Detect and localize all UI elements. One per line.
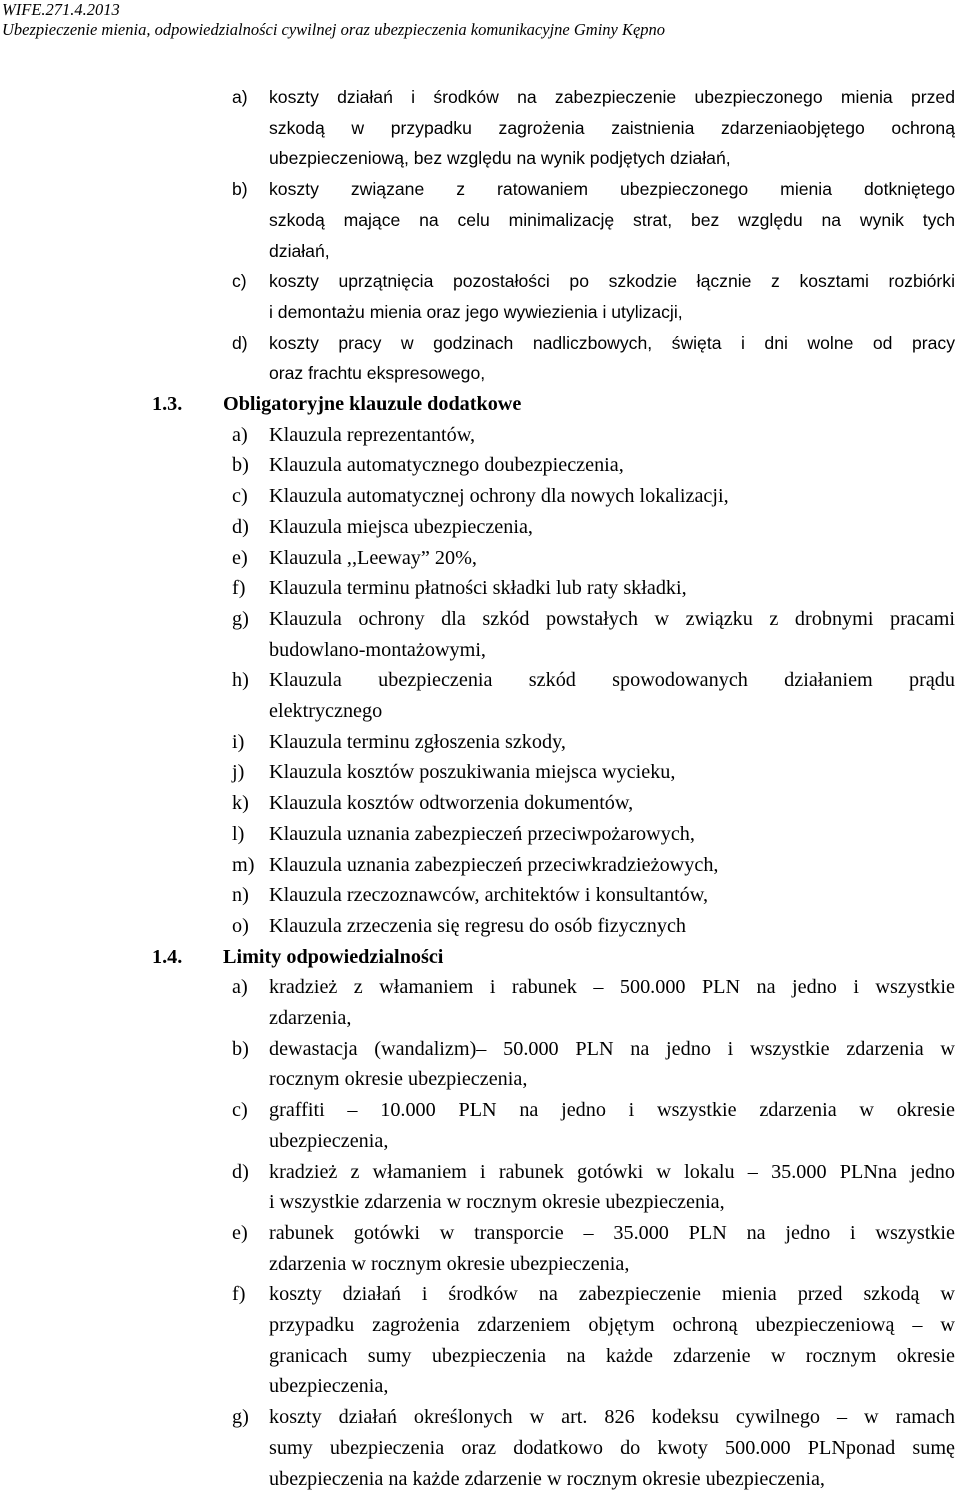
list-item-text: ubezpieczenia,	[269, 1375, 389, 1398]
list-item-text: przypadku zagrożenia zdarzeniem objętym ochroną ubezpieczeniową – w	[269, 1314, 955, 1336]
list-item-text: Klauzula ,,Leeway” 20%,	[269, 546, 477, 569]
list-item-label: f)	[232, 577, 246, 600]
list-item-text: koszty związane z ratowaniem ubezpieczonego mienia dotkniętego	[269, 179, 955, 200]
list-item-label: g)	[232, 607, 249, 630]
list-item-text: Klauzula zrzeczenia się regresu do osób fizycznych	[269, 914, 686, 937]
list-item-label: h)	[232, 669, 249, 692]
list-item-text: elektrycznego	[269, 700, 383, 722]
list-item-label: i)	[232, 730, 245, 753]
section-number: 1.3.	[152, 393, 183, 415]
list-item-text: ubezpieczenia na każde zdarzenie w rocznym okresie ubezpieczenia,	[269, 1467, 825, 1490]
list-item-text: graffiti – 10.000 PLN na jedno i wszystkie zdarzenia w okresie	[269, 1099, 955, 1122]
list-item-label: l)	[232, 822, 245, 845]
list-item-label: b)	[232, 179, 248, 200]
list-item-text: koszty pracy w godzinach nadliczbowych, święta i dni wolne od pracy	[269, 332, 955, 353]
list-item-text: rocznym okresie ubezpieczenia,	[269, 1068, 528, 1091]
list-item-text: działań,	[269, 240, 330, 261]
list-item-label: b)	[232, 1037, 249, 1060]
list-item-label: d)	[232, 1160, 249, 1183]
list-item-label: d)	[232, 332, 248, 353]
list-item-label: o)	[232, 914, 249, 937]
list-item-text: ubezpieczeniową, bez względu na wynik podjętych działań,	[269, 148, 731, 169]
list-item-text: szkodą w przypadku zagrożenia zaistnienia zdarzeniaobjętego ochroną	[269, 117, 955, 138]
list-item-text: Klauzula kosztów odtworzenia dokumentów,	[269, 792, 634, 815]
list-item-label: f)	[232, 1283, 246, 1306]
list-item-text: Klauzula ochrony dla szkód powstałych w związku z drobnymi pracami	[269, 607, 955, 630]
list-item-text: koszty działań i środków na zabezpieczenie ubezpieczonego mienia przed	[269, 87, 955, 107]
list-item-label: m)	[232, 853, 255, 876]
section-title: Limity odpowiedzialności	[223, 945, 444, 968]
document-title: Ubezpieczenie mienia, odpowiedzialności cywilnej oraz ubezpieczenia komunikacyjne Gminy Kępno	[2, 20, 666, 39]
list-item-label: j)	[232, 761, 245, 784]
list-item-text: kradzież z włamaniem i rabunek – 500.000 PLN na jedno i wszystkie	[269, 976, 955, 999]
list-item-text: kradzież z włamaniem i rabunek gotówki w lokalu – 35.000 PLNna jedno	[269, 1160, 955, 1183]
document-reference: WIFE.271.4.2013	[2, 0, 120, 19]
list-item-text: rabunek gotówki w transporcie – 35.000 PLN na jedno i wszystkie	[269, 1221, 955, 1244]
list-item-label: g)	[232, 1406, 249, 1429]
list-item-text: dewastacja (wandalizm)– 50.000 PLN na jedno i wszystkie zdarzenia w	[269, 1037, 955, 1060]
list-item-text: zdarzenia,	[269, 1007, 352, 1029]
list-item-text: Klauzula ubezpieczenia szkód spowodowanych działaniem prądu	[269, 669, 955, 692]
section-title: Obligatoryjne klauzule dodatkowe	[223, 393, 522, 415]
list-item-label: a)	[232, 87, 248, 107]
list-item-text: granicach sumy ubezpieczenia na każde zdarzenie w rocznym okresie	[269, 1344, 955, 1367]
list-item-text: Klauzula reprezentantów,	[269, 423, 476, 446]
list-item-label: e)	[232, 546, 248, 569]
list-item-label: e)	[232, 1221, 248, 1244]
list-item-text: Klauzula terminu płatności składki lub raty składki,	[269, 577, 687, 600]
list-item-text: Klauzula terminu zgłoszenia szkody,	[269, 730, 566, 753]
list-item-text: i demontażu mienia oraz jego wywiezienia i utylizacji,	[269, 301, 683, 322]
list-item-text: ubezpieczenia,	[269, 1129, 389, 1152]
page-header	[2, 0, 665, 40]
section-number: 1.4.	[152, 945, 183, 968]
list-item-label: c)	[232, 1099, 248, 1122]
list-item-text: zdarzenia w rocznym okresie ubezpieczenia,	[269, 1252, 630, 1275]
list-item-text: koszty działań określonych w art. 826 kodeksu cywilnego – w ramach	[269, 1406, 955, 1429]
list-item-text: Klauzula kosztów poszukiwania miejsca wycieku,	[269, 761, 676, 784]
list-item-text: Klauzula rzeczoznawców, architektów i konsultantów,	[269, 884, 709, 907]
list-item-text: Klauzula uznania zabezpieczeń przeciwpożarowych,	[269, 822, 695, 845]
list-item-text: Klauzula automatycznej ochrony dla nowych lokalizacji,	[269, 485, 729, 508]
list-item-text: Klauzula miejsca ubezpieczenia,	[269, 515, 533, 538]
list-item-text: koszty działań i środków na zabezpieczenie mienia przed szkodą w	[269, 1283, 955, 1306]
list-item-text: i wszystkie zdarzenia w rocznym okresie ubezpieczenia,	[269, 1191, 725, 1214]
list-item-text: Klauzula uznania zabezpieczeń przeciwkradzieżowych,	[269, 853, 719, 876]
list-item-label: n)	[232, 884, 249, 907]
list-item-label: c)	[232, 485, 248, 508]
list-item-text: budowlano-montażowymi,	[269, 638, 486, 661]
list-item-text: oraz frachtu ekspresowego,	[269, 363, 486, 384]
list-item-text: sumy ubezpieczenia oraz dodatkowo do kwoty 500.000 PLNponad sumę	[269, 1436, 955, 1459]
list-item-label: b)	[232, 454, 249, 477]
list-item-text: szkodą mające na celu minimalizację strat, bez względu na wynik tych	[269, 209, 955, 230]
list-item-label: c)	[232, 271, 247, 292]
list-item-label: a)	[232, 423, 248, 446]
list-item-text: Klauzula automatycznego doubezpieczenia,	[269, 454, 624, 477]
list-item-label: d)	[232, 515, 249, 538]
list-item-label: a)	[232, 976, 248, 999]
list-item-text: koszty uprzątnięcia pozostałości po szkodzie łącznie z kosztami rozbiórki	[269, 271, 955, 292]
list-item-label: k)	[232, 792, 249, 815]
